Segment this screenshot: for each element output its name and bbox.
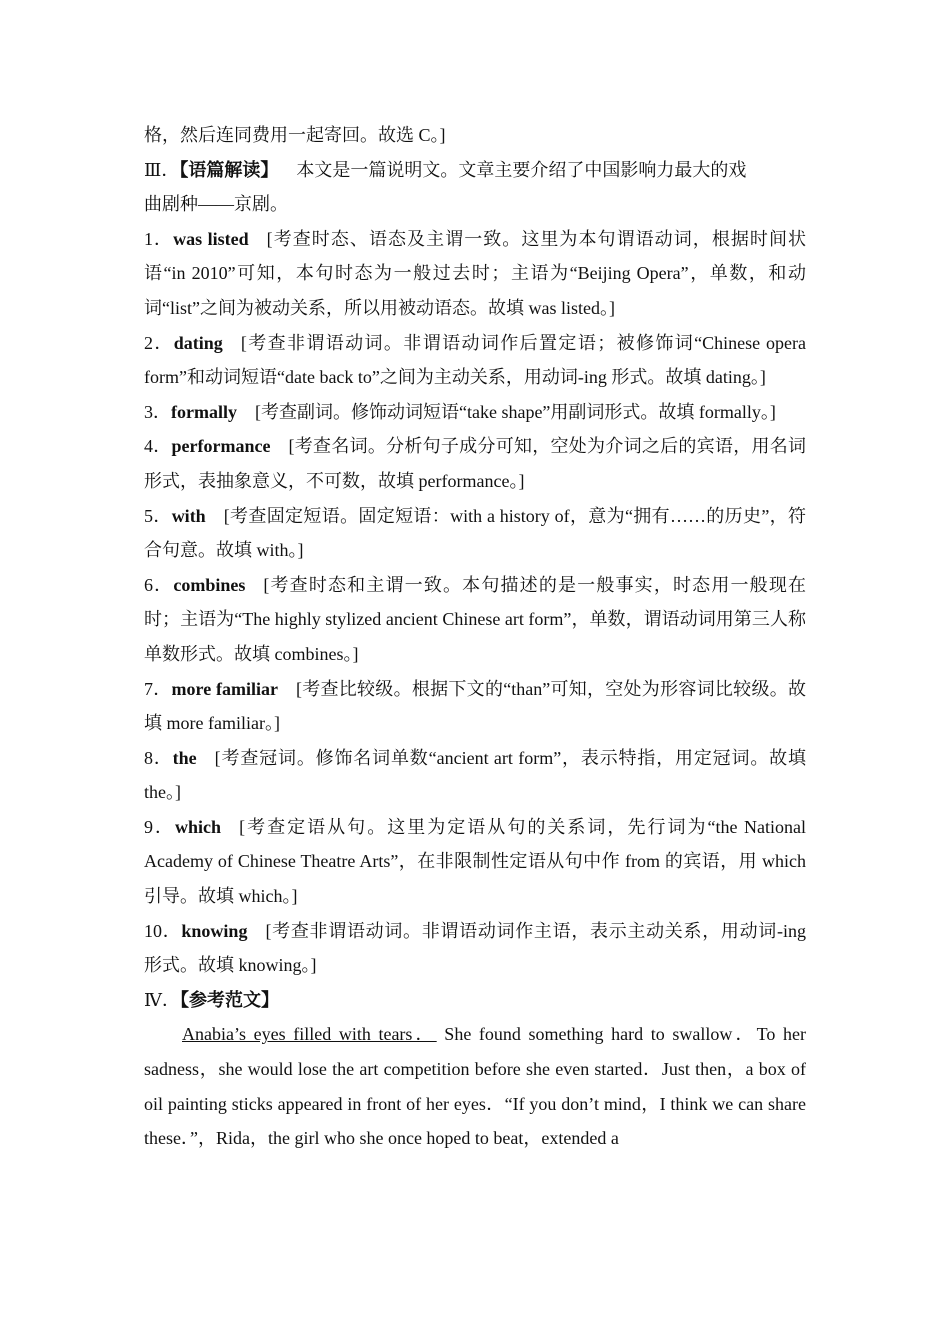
answer-explanation: [考查名词。分析句子成分可知，空处为介词之后的宾语，用名词形式，表抽象意义，不可数，故填 performance。]: [144, 436, 807, 491]
answer-explanation: [考查副词。修饰动词短语“take shape”用副词形式。故填 formally。]: [254, 401, 776, 422]
answer-number: 4．: [144, 436, 172, 457]
answer-word: was listed: [173, 228, 249, 249]
answer-number: 5．: [144, 505, 172, 526]
answer-item: [144, 914, 806, 983]
answer-item: [144, 222, 806, 326]
answer-number: 1．: [144, 228, 174, 249]
answer-item: [144, 741, 806, 810]
answer-word: dating: [173, 332, 223, 353]
answer-explanation: [考查非谓语动词。非谓语动词作后置定语；被修饰词“Chinese opera form”和动词短语“date back to”之间为主动关系，用动词-ing 形式。故填 dating。]: [144, 332, 806, 388]
answer-number: 3．: [144, 401, 171, 422]
answer-word: knowing: [181, 920, 248, 941]
answer-word: the: [172, 747, 197, 768]
answer-word: formally: [171, 401, 237, 422]
answer-explanation: [考查定语从句。这里为定语从句的关系词，先行词为“the National Academy of Chinese Theatre Arts”，在非限制性定语从句中作 from 的宾语，用 which 引导。故填 which。]: [144, 816, 807, 907]
section-3-summary: [144, 153, 806, 222]
document-body: [144, 118, 806, 1156]
answer-item: [144, 499, 806, 568]
answer-explanation: [考查非谓语动词。非谓语动词作主语，表示主动关系，用动词-ing 形式。故填 knowing。]: [144, 920, 806, 976]
answer-explanation: [考查时态、语态及主谓一致。这里为本句谓语动词，根据时间状语“in 2010”可知，本句时态为一般过去时；主语为“Beijing Opera”，单数，和动词“list”之间为被动关系，所以用被动语态。故填 was listed。]: [144, 228, 807, 318]
section-4-header: [144, 983, 806, 1018]
answer-item: [144, 568, 806, 672]
answer-number: 6．: [144, 574, 174, 595]
answer-item: [144, 429, 806, 498]
section-4-heading: 【参考范文】: [179, 989, 279, 1010]
answer-explanation: [考查时态和主谓一致。本句描述的是一般事实，时态用一般现在时；主语为“The highly stylized ancient Chinese art form”，单数，谓语动词用第三人称单数形式。故填 combines。]: [144, 574, 807, 664]
answer-word: more familiar: [171, 678, 278, 699]
model-essay: [144, 1017, 806, 1155]
answer-number: 2．: [144, 332, 174, 353]
summary-line-2: 曲剧种——京剧。: [144, 194, 288, 215]
answer-number: 9．: [144, 816, 176, 837]
answer-number: 8．: [144, 747, 173, 768]
answer-item: [144, 326, 806, 395]
summary-line-1: 本文是一篇说明文。文章主要介绍了中国影响力最大的戏: [296, 159, 747, 180]
answer-word: combines: [173, 574, 246, 595]
essay-first-sentence: Anabia’s eyes filled with tears．: [182, 1024, 437, 1045]
answer-item: [144, 672, 806, 741]
answer-explanation: [考查固定短语。固定短语：with a history of，意为“拥有……的历史”，符合句意。故填 with。]: [144, 505, 806, 561]
section-3-label: Ⅲ．: [144, 159, 180, 180]
section-4-label: Ⅳ．: [144, 989, 180, 1010]
essay-continuation: She found something hard to swallow．To her sadness，she would lose the art competition before she even started．Just then，a box of oil painting sticks appeared in front of her eyes．“If you don’t mind，I think we can share these．”，Rida，the girl who she once hoped to beat，extended a: [144, 1024, 806, 1149]
section-3-heading: 【语篇解读】: [179, 159, 279, 180]
answer-explanation: [考查比较级。根据下文的“than”可知，空处为形容词比较级。故填 more familiar。]: [144, 678, 806, 734]
answer-word: which: [175, 816, 222, 837]
answer-number: 10．: [144, 920, 182, 941]
answer-item: [144, 810, 806, 914]
answer-word: with: [171, 505, 206, 526]
answer-explanation: [考查冠词。修饰名词单数“ancient art form”，表示特指，用定冠词。故填 the。]: [144, 747, 807, 803]
answer-word: performance: [171, 436, 271, 457]
answer-number: 7．: [144, 678, 172, 699]
intro-line: 格，然后连同费用一起寄回。故选 C。]: [144, 125, 446, 145]
answer-item: [144, 395, 806, 430]
